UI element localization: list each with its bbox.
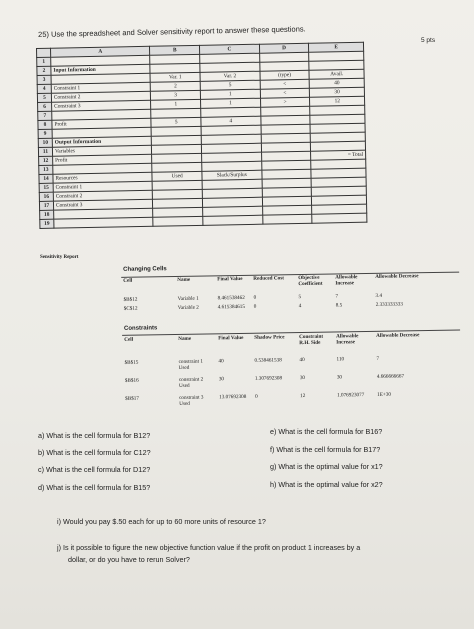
sheet-cell: 5 [200, 80, 260, 90]
report-cell: 1.307692308 [254, 375, 283, 382]
sheet-cell: Used [152, 171, 202, 181]
row-number: 7 [38, 111, 52, 120]
report-cell: 0.538461538 [254, 357, 282, 364]
report-cell: Variable 1 [177, 295, 199, 302]
sheet-cell: 1 [200, 89, 260, 99]
report-column-header: Allowable Increase [336, 333, 359, 346]
row-number: 15 [39, 183, 53, 192]
sheet-cell: 1 [201, 98, 261, 108]
row-number: 8 [38, 120, 52, 129]
sheet-cell: Slack/Surplus [202, 170, 262, 180]
question-c: c) What is the cell formula for D12? [38, 465, 151, 474]
report-cell: $C$12 [123, 305, 138, 312]
report-cell: 30 [218, 376, 225, 383]
report-cell: Variable 2 [177, 304, 199, 311]
column-header: E [309, 42, 364, 52]
sheet-cell: = Total [311, 150, 366, 160]
row-number: 18 [40, 210, 54, 219]
report-column-header: Constraint R.H. Side [299, 333, 324, 347]
report-cell: $B$16 [124, 377, 139, 384]
row-number: 14 [39, 174, 53, 183]
report-column-header: Allowable Increase [335, 274, 358, 287]
row-number: 13 [39, 165, 53, 174]
sheet-cell: 5 [151, 117, 201, 127]
question-h: h) What is the optimal value for x2? [270, 480, 383, 489]
report-cell: constraint 3 Used [179, 394, 204, 407]
report-cell: 40 [299, 357, 305, 364]
sensitivity-report [113, 259, 465, 424]
sheet-cell: < [260, 79, 310, 89]
sheet-cell [203, 215, 263, 225]
report-cell: 110 [336, 356, 345, 363]
sheet-cell: < [260, 88, 310, 98]
report-cell: 0 [253, 294, 257, 301]
column-header: B [150, 45, 200, 55]
report-cell: constraint 1 Used [178, 358, 203, 371]
sensitivity-report-title: Sensitivity Report [40, 255, 79, 260]
row-number: 1 [37, 57, 51, 66]
sheet-cell: Resources [53, 172, 153, 183]
row-number: 11 [38, 147, 52, 156]
sheet-cell: 12 [310, 96, 365, 106]
sheet-cell: 3 [151, 90, 201, 100]
row-number: 3 [37, 75, 51, 84]
sheet-cell: Profit [53, 154, 153, 165]
sheet-cell [312, 213, 367, 223]
report-cell: 0 [253, 303, 257, 310]
sheet-cell: Constraint 3 [53, 199, 153, 210]
sheet-cell: Var. 2 [200, 71, 260, 81]
row-number: 9 [38, 129, 52, 138]
sheet-cell: Var. 1 [150, 72, 200, 82]
report-cell: 30 [299, 374, 306, 382]
sheet-cell: 4 [201, 116, 261, 126]
report-cell: 7 [335, 293, 339, 300]
question-g: g) What is the optimal value for x1? [270, 462, 383, 471]
points-label: 5 pts [421, 37, 436, 44]
sheet-cell: Variables [52, 145, 152, 156]
changing-cells-title: Changing Cells [123, 266, 167, 273]
sheet-cell: Input Information [51, 64, 151, 75]
row-number: 4 [37, 84, 51, 93]
column-header: A [50, 46, 150, 57]
question-j-cont: dollar, or do you have to rerun Solver? [68, 555, 190, 564]
row-number: 2 [37, 66, 51, 75]
report-cell: $B$12 [123, 296, 138, 303]
report-column-header: Allowable Decrease [376, 332, 420, 339]
sheet-cell: Constraint 1 [53, 181, 153, 192]
report-column-header: Cell [123, 277, 133, 284]
report-cell: 7 [376, 355, 380, 362]
report-cell: 3.4 [375, 292, 383, 299]
report-cell: 40 [218, 358, 224, 365]
sheet-cell: Output Information [52, 136, 152, 147]
report-cell: $B$17 [125, 395, 140, 402]
sheet-cell: 40 [309, 78, 364, 88]
row-number: 17 [39, 201, 53, 210]
report-cell: 8.5 [335, 302, 343, 309]
sheet-cell: 30 [310, 87, 365, 97]
report-column-header: Final Value [217, 275, 243, 283]
sheet-cell: Constraint 3 [51, 100, 151, 111]
row-number: 19 [40, 219, 54, 228]
column-header: C [199, 44, 259, 54]
report-cell: 5 [298, 294, 302, 301]
sheet-cell [262, 214, 312, 224]
question-d: d) What is the cell formula for B15? [38, 483, 151, 492]
row-number: 12 [39, 156, 53, 165]
column-header: D [259, 43, 309, 53]
sheet-cell [153, 216, 203, 226]
sheet-cell: Constraint 2 [51, 91, 151, 102]
report-cell: 13.07692308 [219, 393, 247, 401]
sheet-cell: Profit [52, 118, 152, 129]
report-cell: 4.666666667 [376, 373, 405, 380]
sheet-cell: 2 [151, 81, 201, 91]
report-cell: 30 [336, 374, 343, 381]
question-b: b) What is the cell formula for C12? [38, 448, 151, 457]
report-cell: 1E+30 [377, 391, 392, 398]
report-column-header: Cell [124, 336, 134, 343]
row-number: 16 [39, 192, 53, 201]
report-cell: 8.461538462 [217, 294, 245, 302]
report-cell: 4.615384615 [217, 303, 245, 311]
sheet-cell: > [260, 97, 310, 107]
report-cell: 12 [300, 392, 306, 400]
report-column-header: Final Value [218, 334, 244, 342]
report-column-header: Shadow Price [254, 334, 285, 341]
report-cell: 2.333333333 [375, 301, 403, 308]
question-j: j) Is it possible to figure the new objective function value if the profit on product 1 increases by a [57, 543, 361, 552]
question-title: 25) Use the spreadsheet and Solver sensitivity report to answer these questions. [38, 24, 306, 39]
sheet-cell: (type) [260, 70, 310, 80]
report-column-header: Name [177, 276, 191, 283]
sheet-cell: Avail. [309, 69, 364, 79]
row-number: 10 [38, 138, 52, 147]
sheet-cell [54, 217, 154, 228]
report-cell: 1.076923077 [337, 392, 365, 399]
constraints-title: Constraints [123, 325, 158, 332]
report-column-header: Allowable Decrease [375, 273, 419, 280]
row-number: 5 [37, 93, 51, 102]
spreadsheet-table [36, 42, 367, 229]
report-cell: 0 [255, 393, 258, 400]
sheet-cell: Constraint 2 [53, 190, 153, 201]
report-column-header: Objective Coefficient [298, 274, 323, 288]
sheet-cell: Constraint 1 [51, 82, 151, 93]
corner-cell [37, 48, 51, 57]
row-number: 6 [38, 102, 52, 111]
report-column-header: Reduced Cost [253, 275, 284, 282]
report-column-header: Name [178, 335, 192, 342]
report-cell: $B$15 [124, 359, 139, 366]
sheet-cell: 1 [151, 99, 201, 109]
report-cell: 4 [298, 303, 302, 310]
question-i: i) Would you pay $.50 each for up to 60 more units of resource 1? [57, 517, 266, 526]
report-cell: constraint 2 Used [178, 376, 204, 389]
question-f: f) What is the cell formula for B17? [270, 445, 381, 454]
question-e: e) What is the cell formula for B16? [270, 427, 383, 436]
question-a: a) What is the cell formula for B12? [38, 431, 151, 440]
